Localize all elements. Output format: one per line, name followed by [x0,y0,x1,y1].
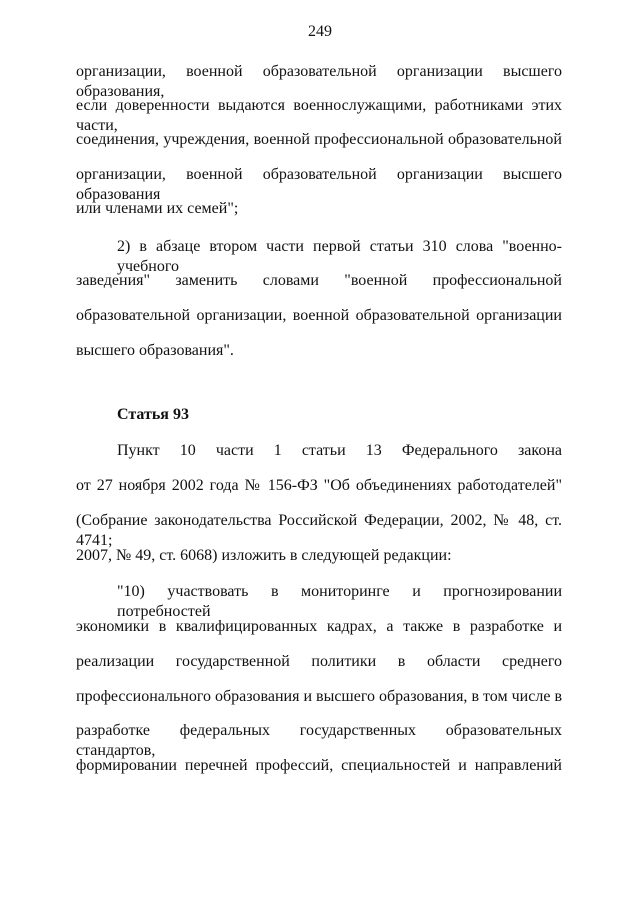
text-line: соединения, учреждения, военной профессиональной образовательной [76,131,562,148]
text-line: организации, военной образовательной организации высшего образования [76,166,562,203]
text-line: образовательной организации, военной образовательной организации [76,307,562,324]
text-line: (Собрание законодательства Российской Федерации, 2002, № 48, ст. 4741; [76,512,562,549]
text-line: профессионального образования и высшего образования, в том числе в [76,688,562,705]
text-line: высшего образования". [76,342,234,359]
text-line: если доверенности выдаются военнослужащими, работниками этих части, [76,97,562,134]
text-line: от 27 ноября 2002 года № 156-ФЗ "Об объединениях работодателей" [76,477,562,494]
text-line: формировании перечней профессий, специальностей и направлений [76,757,562,774]
text-line: 2) в абзаце втором части первой статьи 310 слова "военно-учебного [117,238,562,275]
text-line: реализации государственной политики в области среднего [76,653,562,670]
text-line: разработке федеральных государственных образовательных стандартов, [76,722,562,759]
text-line: экономики в квалифицированных кадрах, а также в разработке и [76,618,562,635]
text-line: организации, военной образовательной организации высшего образования, [76,63,562,100]
text-line: Пункт 10 части 1 статьи 13 Федерального закона [117,442,562,459]
article-heading: Статья 93 [117,406,189,423]
text-line: или членами их семей"; [76,200,239,217]
text-line: "10) участвовать в мониторинге и прогнозировании потребностей [117,583,562,620]
text-line: заведения" заменить словами "военной профессиональной [76,272,562,289]
page-number: 249 [308,23,332,40]
text-line: 2007, № 49, ст. 6068) изложить в следующей редакции: [76,547,452,564]
